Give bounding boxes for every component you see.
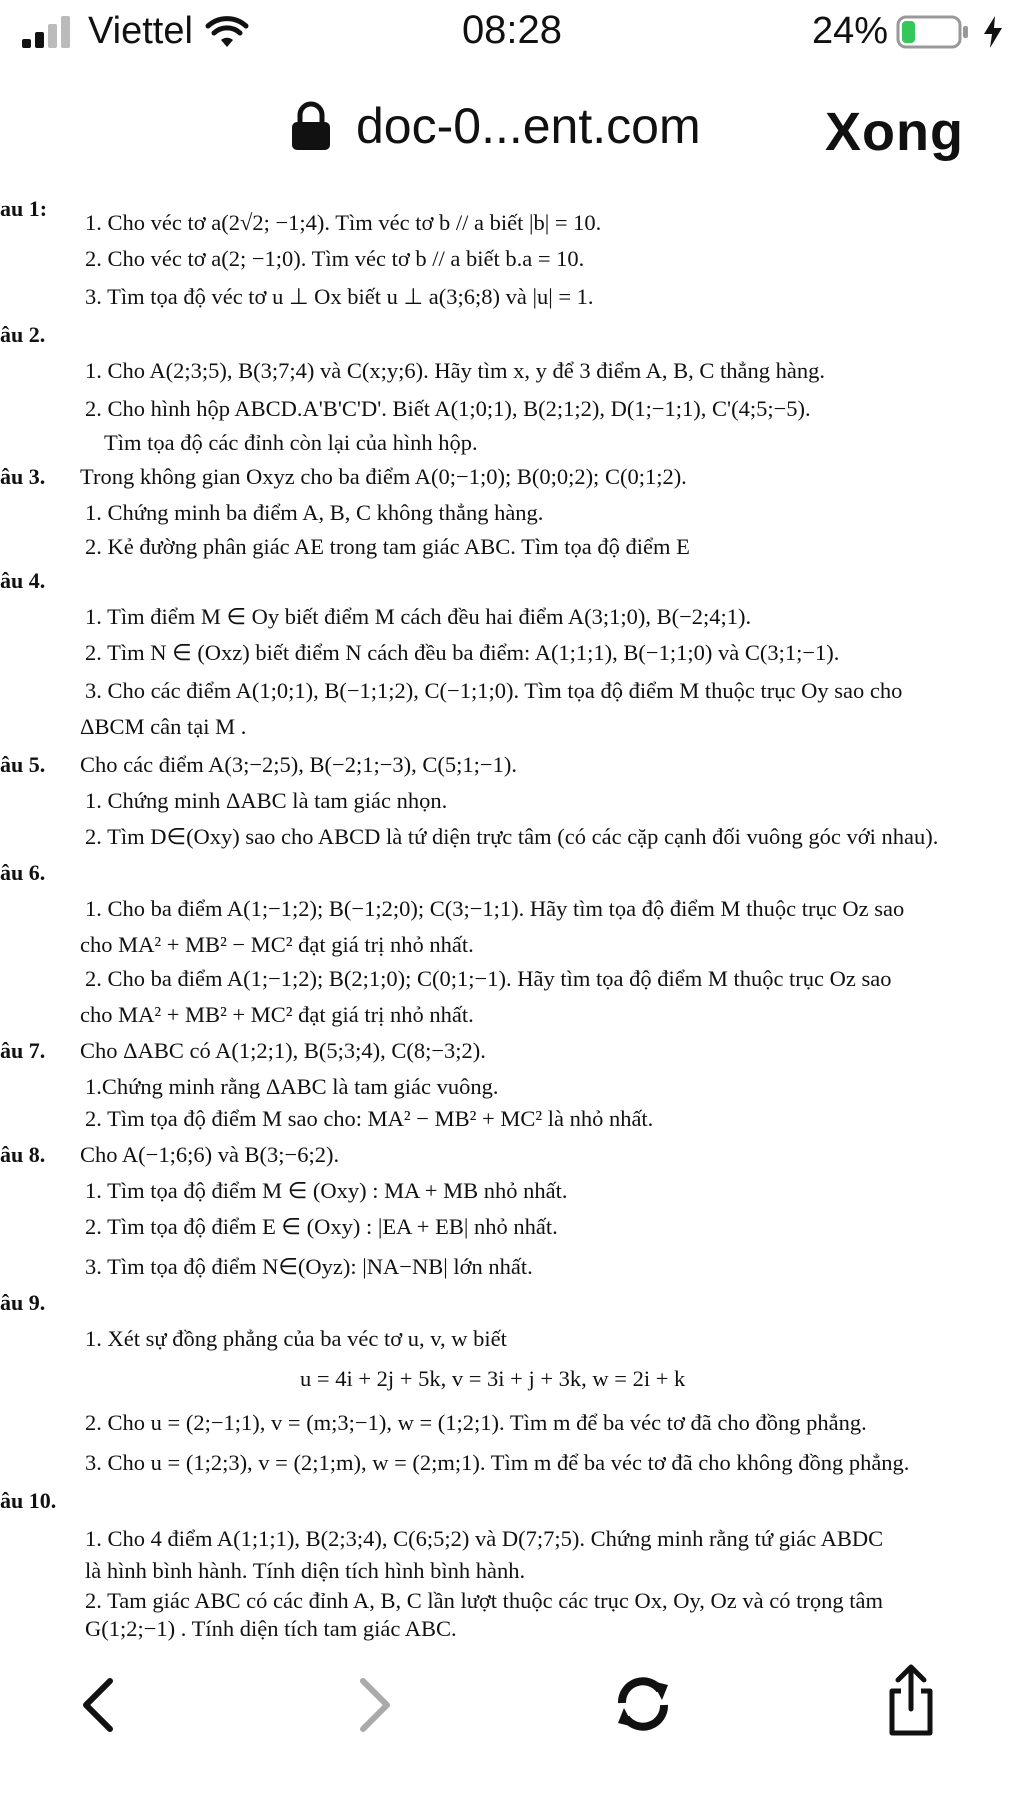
question-label: âu 3. — [0, 464, 46, 489]
reload-button[interactable] — [612, 1673, 674, 1740]
document-line: 1. Cho 4 điểm A(1;1;1), B(2;3;4), C(6;5;2) và D(7;7;5). Chứng minh rằng tứ giác ABDC — [85, 1526, 884, 1551]
document-line: 2. Tìm D∈(Oxy) sao cho ABCD là tứ diện trực tâm (có các cặp cạnh đối vuông góc với nhau). — [85, 824, 939, 849]
document-line: 1. Xét sự đồng phẳng của ba véc tơ u, v, w biết — [85, 1326, 507, 1351]
question-label: âu 8. — [0, 1142, 46, 1167]
document-line: là hình bình hành. Tính diện tích hình bình hành. — [85, 1558, 526, 1583]
document-line: Cho ΔABC có A(1;2;1), B(5;3;4), C(8;−3;2). — [80, 1038, 486, 1063]
done-button[interactable]: Xong — [825, 102, 964, 162]
document-line: cho MA² + MB² − MC² đạt giá trị nhỏ nhất. — [80, 932, 474, 957]
question-label: âu 9. — [0, 1290, 46, 1315]
document-line: G(1;2;−1) . Tính diện tích tam giác ABC. — [85, 1616, 457, 1641]
document-line: 2. Tìm tọa độ điểm E ∈ (Oxy) : |EA + EB| nhỏ nhất. — [85, 1214, 558, 1239]
document-line: Cho A(−1;6;6) và B(3;−6;2). — [80, 1142, 340, 1167]
document-line: 1. Cho A(2;3;5), B(3;7;4) và C(x;y;6). Hãy tìm x, y để 3 điểm A, B, C thẳng hàng. — [85, 358, 825, 383]
bottom-toolbar — [0, 1645, 1024, 1785]
document-line: 1. Tìm điểm M ∈ Oy biết điểm M cách đều hai điểm A(3;1;0), B(−2;4;1). — [85, 604, 752, 629]
lock-icon — [290, 101, 332, 151]
document-line: 2. Cho u = (2;−1;1), v = (m;3;−1), w = (1;2;1). Tìm m để ba véc tơ đã cho đồng phẳng. — [85, 1410, 867, 1435]
charging-bolt-icon — [982, 15, 1004, 49]
reload-icon — [612, 1673, 674, 1735]
document-line: 1. Chứng minh ΔABC là tam giác nhọn. — [85, 788, 448, 813]
forward-button[interactable] — [355, 1675, 395, 1740]
question-label: âu 2. — [0, 322, 46, 347]
question-label: âu 7. — [0, 1038, 46, 1063]
share-button[interactable] — [884, 1663, 938, 1742]
question-label: âu 4. — [0, 568, 46, 593]
back-button[interactable] — [78, 1675, 118, 1740]
document-line: 2. Cho hình hộp ABCD.A'B'C'D'. Biết A(1;0;1), B(2;1;2), D(1;−1;1), C'(4;5;−5). — [85, 396, 811, 421]
question-label: âu 6. — [0, 860, 46, 885]
document-line: Tìm tọa độ các đỉnh còn lại của hình hộp. — [104, 430, 478, 455]
document-line: 1. Cho ba điểm A(1;−1;2); B(−1;2;0); C(3;−1;1). Hãy tìm tọa độ điểm M thuộc trục Oz sao — [85, 896, 905, 921]
document-line: Cho các điểm A(3;−2;5), B(−2;1;−3), C(5;1;−1). — [80, 752, 517, 777]
document-line: 2. Tam giác ABC có các đỉnh A, B, C lần lượt thuộc các trục Ox, Oy, Oz và có trọng tâm — [85, 1588, 883, 1613]
question-label: au 1: — [0, 196, 48, 221]
share-icon — [884, 1663, 938, 1737]
document-line: 2. Cho véc tơ a(2; −1;0). Tìm véc tơ b // a biết b.a = 10. — [85, 246, 585, 271]
document-line: cho MA² + MB² + MC² đạt giá trị nhỏ nhất. — [80, 1002, 474, 1027]
status-bar — [0, 0, 1024, 70]
browser-url-bar — [0, 95, 1024, 175]
document-line: Trong không gian Oxyz cho ba điểm A(0;−1;0); B(0;0;2); C(0;1;2). — [80, 464, 687, 489]
document-line: 1. Tìm tọa độ điểm M ∈ (Oxy) : MA + MB nhỏ nhất. — [85, 1178, 568, 1203]
question-label: âu 5. — [0, 752, 46, 777]
document-line: 1. Cho véc tơ a(2√2; −1;4). Tìm véc tơ b // a biết |b| = 10. — [85, 210, 602, 235]
status-right — [812, 10, 1004, 53]
document-line: 3. Tìm tọa độ điểm N∈(Oyz): |NA−NB| lớn nhất. — [85, 1254, 533, 1279]
clock: 08:28 — [461, 8, 563, 52]
document-line: 2. Tìm tọa độ điểm M sao cho: MA² − MB² + MC² là nhỏ nhất. — [85, 1106, 654, 1131]
document-line: 2. Cho ba điểm A(1;−1;2); B(2;1;0); C(0;1;−1). Hãy tìm tọa độ điểm M thuộc trục Oz sao — [85, 966, 892, 991]
forward-icon — [355, 1675, 395, 1735]
back-icon — [78, 1675, 118, 1735]
carrier-name: Viettel — [88, 10, 193, 52]
battery-percent: 24% — [811, 10, 888, 52]
document-line: 1.Chứng minh rằng ΔABC là tam giác vuông. — [85, 1074, 499, 1099]
document-line: ΔBCM cân tại M . — [80, 714, 247, 739]
question-label: âu 10. — [0, 1488, 57, 1513]
document-line: u = 4i + 2j + 5k, v = 3i + j + 3k, w = 2i + k — [300, 1366, 686, 1391]
document-line: 3. Cho u = (1;2;3), v = (2;1;m), w = (2;m;1). Tìm m để ba véc tơ đã cho không đồng phẳng. — [85, 1450, 910, 1475]
document-line: 3. Tìm tọa độ véc tơ u ⊥ Ox biết u ⊥ a(3;6;8) và |u| = 1. — [85, 284, 594, 309]
url-text: doc-0...ent.com — [356, 98, 701, 154]
document-line: 2. Tìm N ∈ (Oxz) biết điểm N cách đều ba điểm: A(1;1;1), B(−1;1;0) và C(3;1;−1). — [85, 640, 840, 665]
document-line: 2. Kẻ đường phân giác AE trong tam giác ABC. Tìm tọa độ điểm E — [85, 534, 690, 559]
document-line: 1. Chứng minh ba điểm A, B, C không thẳng hàng. — [85, 500, 544, 525]
url-display[interactable] — [290, 97, 701, 155]
battery-icon — [896, 14, 974, 50]
document-line: 3. Cho các điểm A(1;0;1), B(−1;1;2), C(−1;1;0). Tìm tọa độ điểm M thuộc trục Oy sao cho — [85, 678, 903, 703]
